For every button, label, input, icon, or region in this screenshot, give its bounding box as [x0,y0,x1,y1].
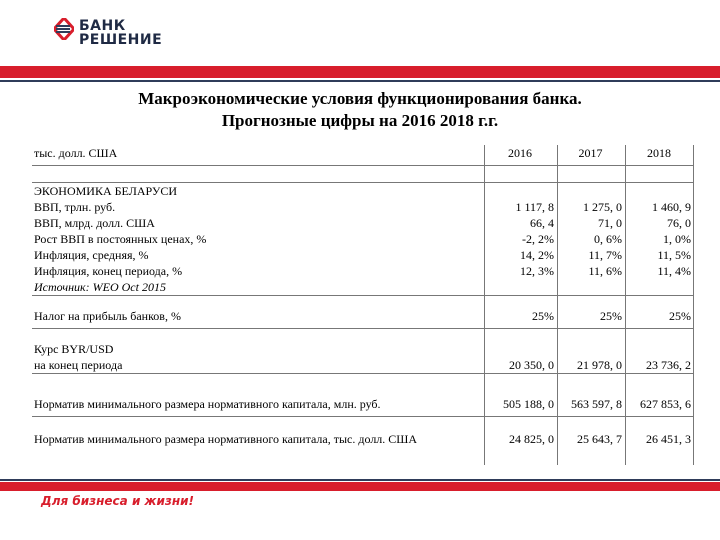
table-row [32,396,694,416]
table-row [32,431,694,451]
table-header-row [32,145,694,165]
row-label: ВВП, млрд. долл. США [34,216,155,230]
header-2016: 2016 [508,146,532,160]
header-2017: 2017 [578,146,603,160]
top-navy-line [0,80,720,82]
table-row [32,231,694,247]
table-row [32,263,694,279]
value-2017: 563 597, 8 [571,397,622,411]
value-2016: 20 350, 0 [509,358,554,372]
row-label: Инфляция, конец периода, % [34,264,183,278]
value-2017: 25 643, 7 [577,432,622,446]
row-label: ВВП, трлн. руб. [34,200,116,214]
macro-table [32,145,694,451]
bank-logo [54,18,164,48]
value-2016: 1 117, 8 [515,200,554,214]
value-2016: 505 188, 0 [503,397,554,411]
slide-title [0,88,720,132]
table-row [32,247,694,263]
logo-text-line2: РЕШЕНИЕ [79,32,163,48]
value-2017: 1 275, 0 [583,200,622,214]
spacer-row [32,295,694,308]
spacer-row [32,416,694,431]
title-line1: Макроэкономические условия функционирования банка. [138,89,582,108]
table-row [32,215,694,231]
source-row [32,279,694,295]
title-line2: Прогнозные цифры на 2016 2018 г.г. [221,111,499,130]
section-row [32,182,694,199]
bottom-red-band [0,482,720,491]
value-2018: 25% [669,309,691,323]
header-2018: 2018 [647,146,671,160]
spacer-row [32,165,694,182]
logo-mark-icon [54,18,74,40]
spacer-row [32,373,694,396]
value-2016: 12, 3% [520,264,554,278]
table-row [32,341,694,357]
value-2018: 76, 0 [667,216,691,230]
value-2018: 627 853, 6 [640,397,691,411]
value-2017: 71, 0 [598,216,622,230]
header-unit-label: тыс. долл. США [34,146,118,160]
top-red-band [0,66,720,78]
row-label-continued: на конец периода [34,358,123,372]
value-2018: 11, 4% [657,264,691,278]
slogan: Для бизнеса и жизни! [41,494,195,508]
value-2018: 1, 0% [663,232,691,246]
value-2016: 66, 4 [530,216,554,230]
table-row [32,357,694,373]
value-2018: 26 451, 3 [646,432,691,446]
row-label: Норматив минимального размера нормативного капитала, млн. руб. [34,397,381,411]
value-2018: 23 736, 2 [646,358,691,372]
value-2018: 11, 5% [657,248,691,262]
bottom-navy-line [0,479,720,481]
row-label: Курс BYR/USD [34,342,114,356]
value-2016: 14, 2% [520,248,554,262]
value-2017: 11, 6% [588,264,622,278]
value-2018: 1 460, 9 [652,200,691,214]
value-2017: 0, 6% [594,232,622,246]
value-2016: -2, 2% [522,232,554,246]
value-2016: 25% [532,309,554,323]
row-label: Инфляция, средняя, % [34,248,149,262]
table-row [32,308,694,328]
value-2017: 25% [600,309,622,323]
table-row [32,199,694,215]
row-label: Налог на прибыль банков, % [34,309,181,323]
value-2017: 11, 7% [588,248,622,262]
spacer-row [32,328,694,341]
section-title: ЭКОНОМИКА БЕЛАРУСИ [34,184,178,198]
source-note: Источник: WEO Oct 2015 [34,280,166,294]
value-2017: 21 978, 0 [577,358,622,372]
value-2016: 24 825, 0 [509,432,554,446]
row-label: Норматив минимального размера нормативного капитала, тыс. долл. США [34,432,418,446]
row-label: Рост ВВП в постоянных ценах, % [34,232,207,246]
logo-text-line1: БАНК [79,18,126,34]
